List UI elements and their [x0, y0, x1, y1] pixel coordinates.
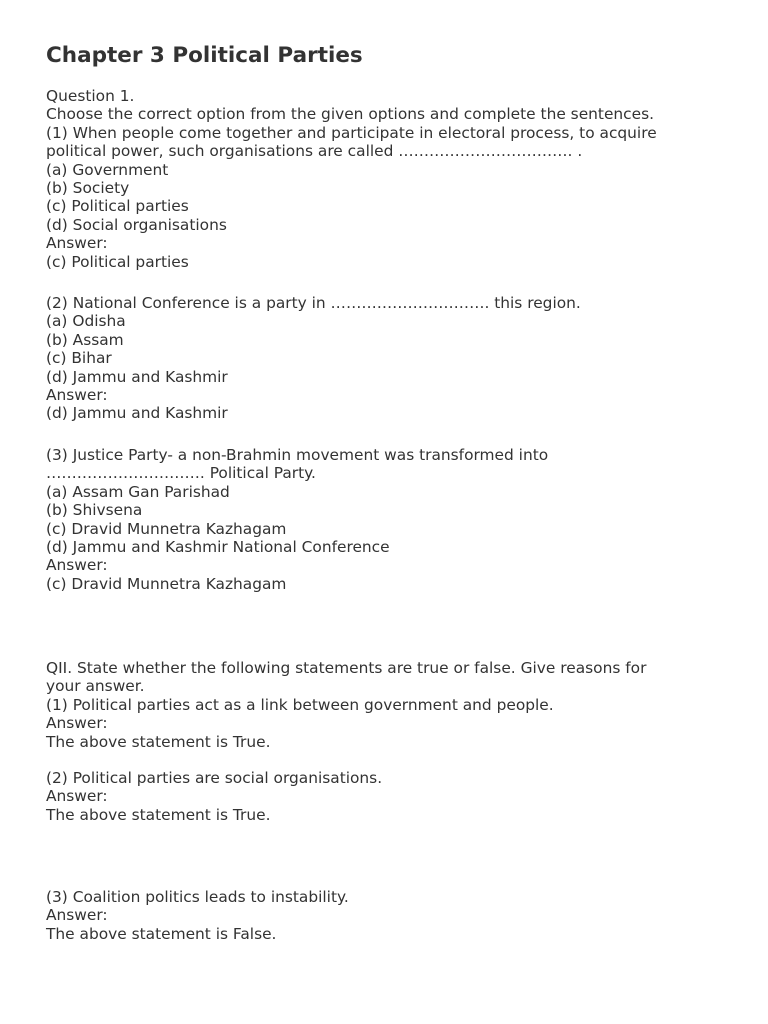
option-d: (d) Jammu and Kashmir National Conference	[46, 538, 390, 557]
answer-text: (c) Dravid Munnetra Kazhagam	[46, 574, 287, 593]
answer-text: The above statement is False.	[46, 924, 277, 943]
option-a: (a) Assam Gan Parishad	[46, 482, 230, 501]
question-stem: (2) National Conference is a party in …………………………. this region.	[46, 294, 581, 312]
section-heading: QII. State whether the following statements are true or false. Give reasons for	[46, 659, 647, 677]
section-heading-continued: your answer.	[46, 677, 145, 696]
section-heading: Question 1.	[46, 87, 135, 105]
answer-label: Answer:	[46, 714, 108, 733]
answer-label: Answer:	[46, 906, 108, 925]
option-d: (d) Social organisations	[46, 215, 227, 234]
page-title: Chapter 3 Political Parties	[46, 43, 363, 68]
section-instruction: Choose the correct option from the given options and complete the sentences.	[46, 105, 655, 124]
option-a: (a) Odisha	[46, 312, 126, 331]
option-d: (d) Jammu and Kashmir	[46, 367, 228, 386]
option-b: (b) Society	[46, 179, 130, 198]
option-c: (c) Dravid Munnetra Kazhagam	[46, 519, 287, 538]
question-block-3	[46, 446, 736, 593]
option-b: (b) Shivsena	[46, 501, 143, 520]
question-stem-continued: political power, such organisations are called ……………………………. .	[46, 142, 583, 161]
answer-text: (d) Jammu and Kashmir	[46, 404, 228, 423]
statement-text: (2) Political parties are social organisations.	[46, 769, 383, 787]
statement-block-1	[46, 659, 736, 751]
question-block-1	[46, 87, 736, 271]
statement-block-3	[46, 888, 736, 943]
answer-label: Answer:	[46, 556, 108, 575]
answer-text: The above statement is True.	[46, 805, 271, 824]
option-c: (c) Bihar	[46, 349, 112, 368]
answer-label: Answer:	[46, 234, 108, 253]
answer-label: Answer:	[46, 787, 108, 806]
question-stem: (1) When people come together and participate in electoral process, to acquire	[46, 123, 657, 142]
option-a: (a) Government	[46, 160, 169, 179]
answer-text: The above statement is True.	[46, 732, 271, 751]
statement-text: (1) Political parties act as a link between government and people.	[46, 695, 554, 714]
statement-text: (3) Coalition politics leads to instability.	[46, 888, 349, 906]
answer-text: (c) Political parties	[46, 252, 189, 271]
option-c: (c) Political parties	[46, 197, 189, 216]
statement-block-2	[46, 769, 736, 824]
question-stem-continued: …………………………. Political Party.	[46, 464, 316, 483]
option-b: (b) Assam	[46, 330, 124, 349]
question-block-2	[46, 294, 736, 423]
question-stem: (3) Justice Party- a non-Brahmin movement was transformed into	[46, 446, 549, 464]
answer-label: Answer:	[46, 386, 108, 405]
